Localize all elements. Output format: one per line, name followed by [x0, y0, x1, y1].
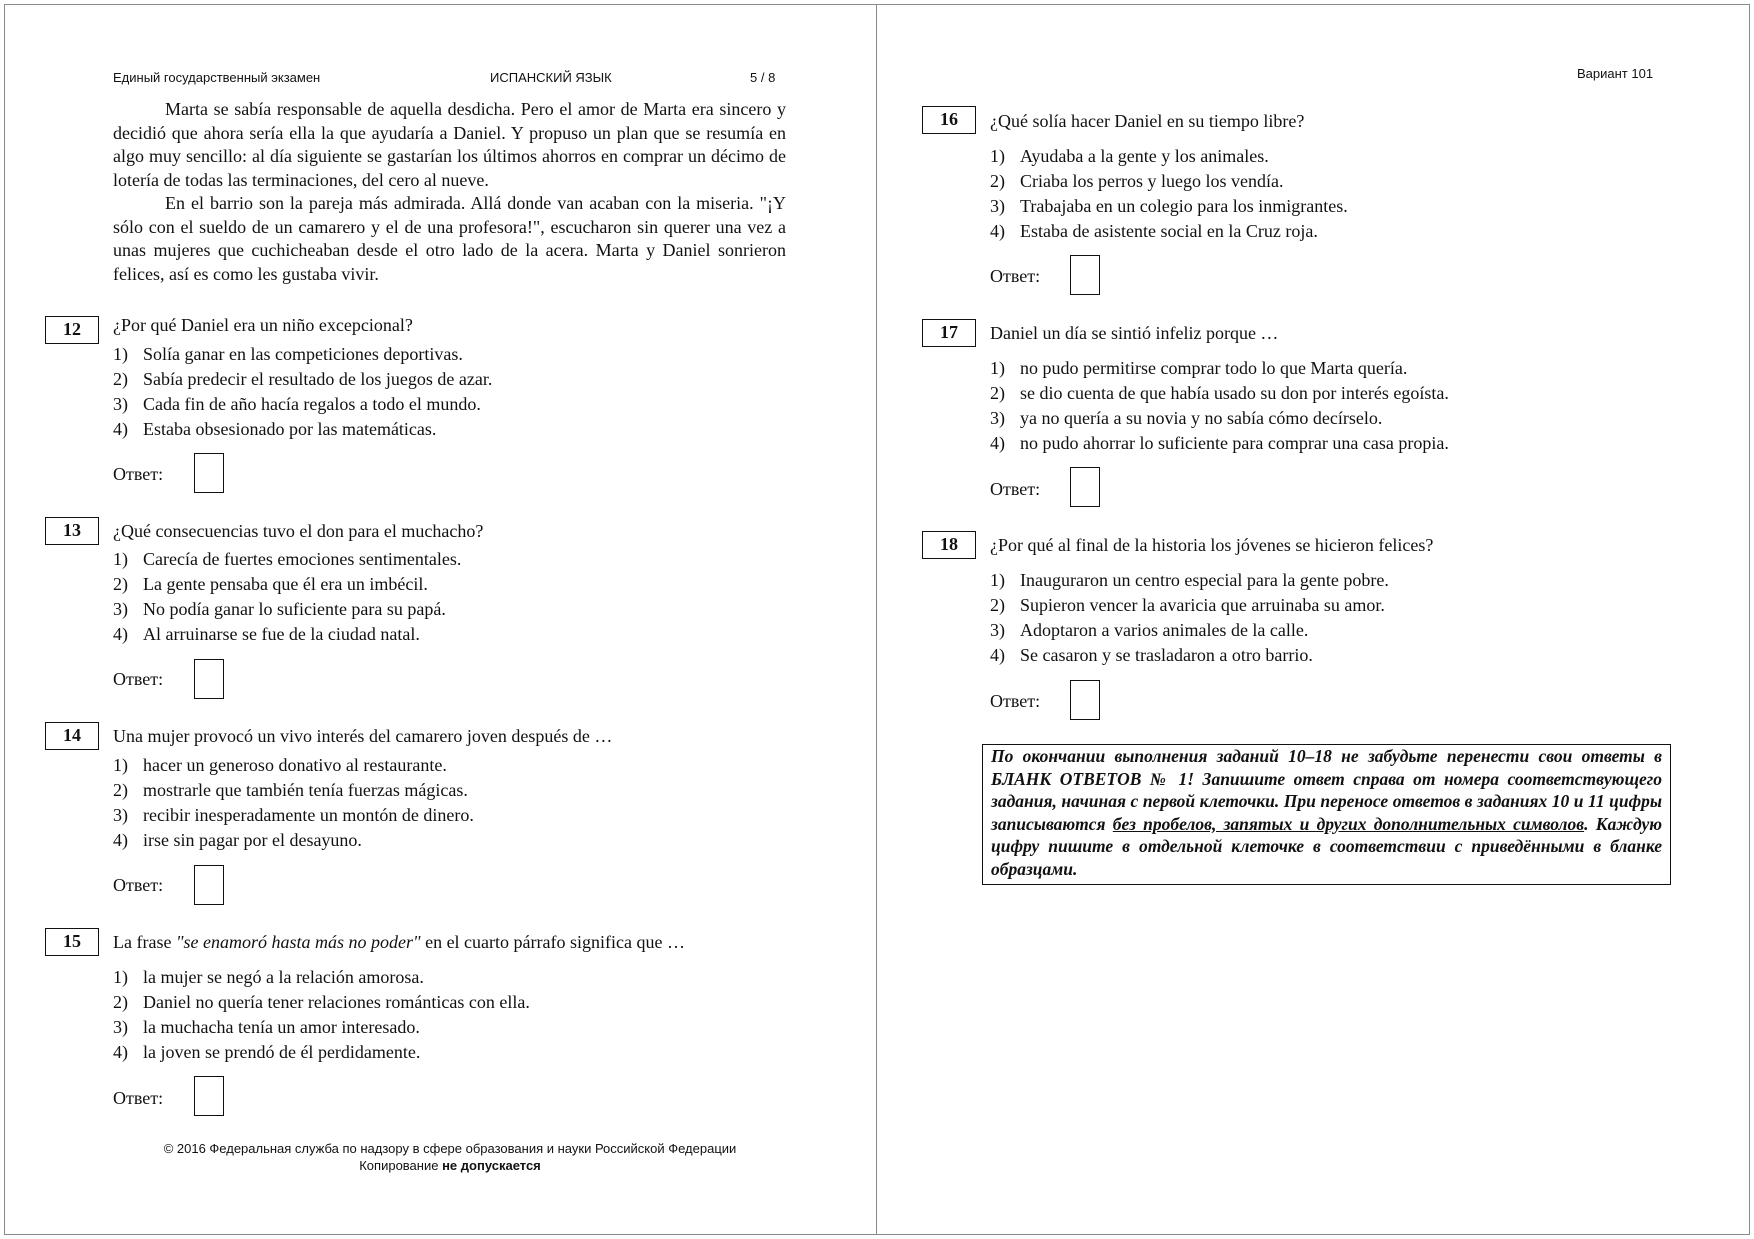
- footer-copyright: © 2016 Федеральная служба по надзору в сфере образования и науки Российской Федерации: [163, 1141, 737, 1156]
- option: 3) Trabajaba en un colegio para los inmigrantes.: [990, 196, 1348, 216]
- question-13-options: [113, 548, 461, 648]
- question-17-options: [990, 357, 1449, 457]
- answer-box-12[interactable]: [194, 453, 224, 493]
- passage-paragraph: Marta se sabía responsable de aquella desdicha. Pero el amor de Marta era sincero y decidió que ahora sería ella la que ayudaría a Daniel. Y propuso un plan que se resumía en algo muy sencillo: al día siguiente se gastarían los últimos ahorros en comprar un décimo de lotería de todas las terminaciones, del cero al nueve.: [113, 99, 786, 190]
- passage-paragraph: En el barrio son la pareja más admirada. Allá donde van acaban con la miseria. "¡Y sólo con el sueldo de un camarero y el de una profesora!", escucharon sin querer una vez a unas mujeres que cuchicheaban desde el otro lado de la acera. Marta y Daniel sonrieron felices, así es como les gustaba vivir.: [113, 193, 786, 284]
- option: 2) Criaba los perros y luego los vendía.: [990, 171, 1284, 191]
- question-12-text: ¿Por qué Daniel era un niño excepcional?: [113, 315, 413, 335]
- option: 3) recibir inesperadamente un montón de dinero.: [113, 805, 474, 825]
- question-13-text: ¿Qué consecuencias tuvo el don para el muchacho?: [113, 521, 484, 541]
- instruction-note: По окончании выполнения заданий 10–18 не забудьте перенести свои ответы в БЛАНК ОТВЕТОВ № 1! Запишите ответ справа от номера соответствующего задания, начиная с первой клеточки. При переносе ответов в заданиях 10 и 11 цифры записываются без пробелов, запятых и других дополнительных символов. Каждую цифру пишите в отдельной клеточке в соответствии с приведёнными в бланке образцами.: [982, 744, 1671, 885]
- option: 3) ya no quería a su novia y no sabía cómo decírselo.: [990, 408, 1383, 428]
- page-divider: [876, 4, 877, 1235]
- question-12-options: [113, 343, 492, 443]
- option: 4) irse sin pagar por el desayuno.: [113, 830, 362, 850]
- answer-box-17[interactable]: [1070, 467, 1100, 507]
- answer-label: Ответ:: [113, 464, 164, 484]
- question-number-13: 13: [45, 517, 99, 545]
- option: 4) Se casaron y se trasladaron a otro barrio.: [990, 645, 1313, 665]
- question-18-options: [990, 569, 1389, 669]
- option: 4) Estaba de asistente social en la Cruz roja.: [990, 221, 1318, 241]
- option: 1) hacer un generoso donativo al restaurante.: [113, 755, 447, 775]
- question-number-18: 18: [922, 531, 976, 559]
- question-16-text: ¿Qué solía hacer Daniel en su tiempo libre?: [990, 111, 1305, 131]
- option: 1) Ayudaba a la gente y los animales.: [990, 146, 1269, 166]
- header-subject: ИСПАНСКИЙ ЯЗЫК: [490, 70, 612, 85]
- answer-box-14[interactable]: [194, 865, 224, 905]
- answer-label: Ответ:: [990, 691, 1041, 711]
- option: 2) Daniel no quería tener relaciones románticas con ella.: [113, 992, 530, 1012]
- option: 2) se dio cuenta de que había usado su don por interés egoísta.: [990, 383, 1449, 403]
- option: 1) Inauguraron un centro especial para la gente pobre.: [990, 570, 1389, 590]
- question-number-17: 17: [922, 319, 976, 347]
- quoted-phrase: "se enamoró hasta más no poder": [175, 932, 421, 952]
- question-14-text: Una mujer provocó un vivo interés del camarero joven después de …: [113, 726, 613, 746]
- answer-label: Ответ:: [113, 875, 164, 895]
- note-underlined: без пробелов, запятых и других дополнительных символов: [1112, 813, 1585, 834]
- option: 3) Cada fin de año hacía regalos a todo el mundo.: [113, 394, 481, 414]
- header-page-number: 5 / 8: [750, 70, 776, 85]
- option: 2) mostrarle que también tenía fuerzas mágicas.: [113, 780, 468, 800]
- header-variant: Вариант 101: [1577, 66, 1654, 81]
- answer-box-15[interactable]: [194, 1076, 224, 1116]
- option: 3) Adoptaron a varios animales de la calle.: [990, 620, 1309, 640]
- option: 1) Carecía de fuertes emociones sentimentales.: [113, 549, 462, 569]
- question-18-text: ¿Por qué al final de la historia los jóvenes se hicieron felices?: [990, 535, 1434, 555]
- question-15-options: [113, 966, 530, 1066]
- option: 2) Sabía predecir el resultado de los juegos de azar.: [113, 369, 493, 389]
- header-exam: Единый государственный экзамен: [113, 70, 321, 85]
- question-15-text: La frase "se enamoró hasta más no poder" en el cuarto párrafo significa que …: [113, 932, 685, 952]
- answer-box-18[interactable]: [1070, 680, 1100, 720]
- option: 4) la joven se prendó de él perdidamente.: [113, 1042, 421, 1062]
- answer-label: Ответ:: [113, 669, 164, 689]
- question-number-15: 15: [45, 928, 99, 956]
- option: 2) Supieron vencer la avaricia que arruinaba su amor.: [990, 595, 1385, 615]
- option: 1) Solía ganar en las competiciones deportivas.: [113, 344, 463, 364]
- question-17-text: Daniel un día se sintió infeliz porque …: [990, 323, 1279, 343]
- option: 1) no pudo permitirse comprar todo lo que Marta quería.: [990, 358, 1408, 378]
- option: 3) la muchacha tenía un amor interesado.: [113, 1017, 420, 1037]
- answer-box-13[interactable]: [194, 659, 224, 699]
- option: 4) no pudo ahorrar lo suficiente para comprar una casa propia.: [990, 433, 1449, 453]
- reading-passage: [113, 98, 786, 286]
- answer-label: Ответ:: [990, 266, 1041, 286]
- answer-box-16[interactable]: [1070, 255, 1100, 295]
- answer-label: Ответ:: [113, 1088, 164, 1108]
- option: 4) Estaba obsesionado por las matemáticas.: [113, 419, 437, 439]
- question-number-12: 12: [45, 316, 99, 344]
- option: 2) La gente pensaba que él era un imbécil.: [113, 574, 428, 594]
- footer-copy-notice: Копирование не допускается: [359, 1158, 541, 1173]
- question-16-options: [990, 145, 1348, 245]
- option: 4) Al arruinarse se fue de la ciudad natal.: [113, 624, 420, 644]
- option: 3) No podía ganar lo suficiente para su papá.: [113, 599, 446, 619]
- question-number-16: 16: [922, 106, 976, 134]
- answer-label: Ответ:: [990, 479, 1041, 499]
- question-number-14: 14: [45, 722, 99, 750]
- question-14-options: [113, 754, 474, 854]
- option: 1) la mujer se negó a la relación amorosa.: [113, 967, 424, 987]
